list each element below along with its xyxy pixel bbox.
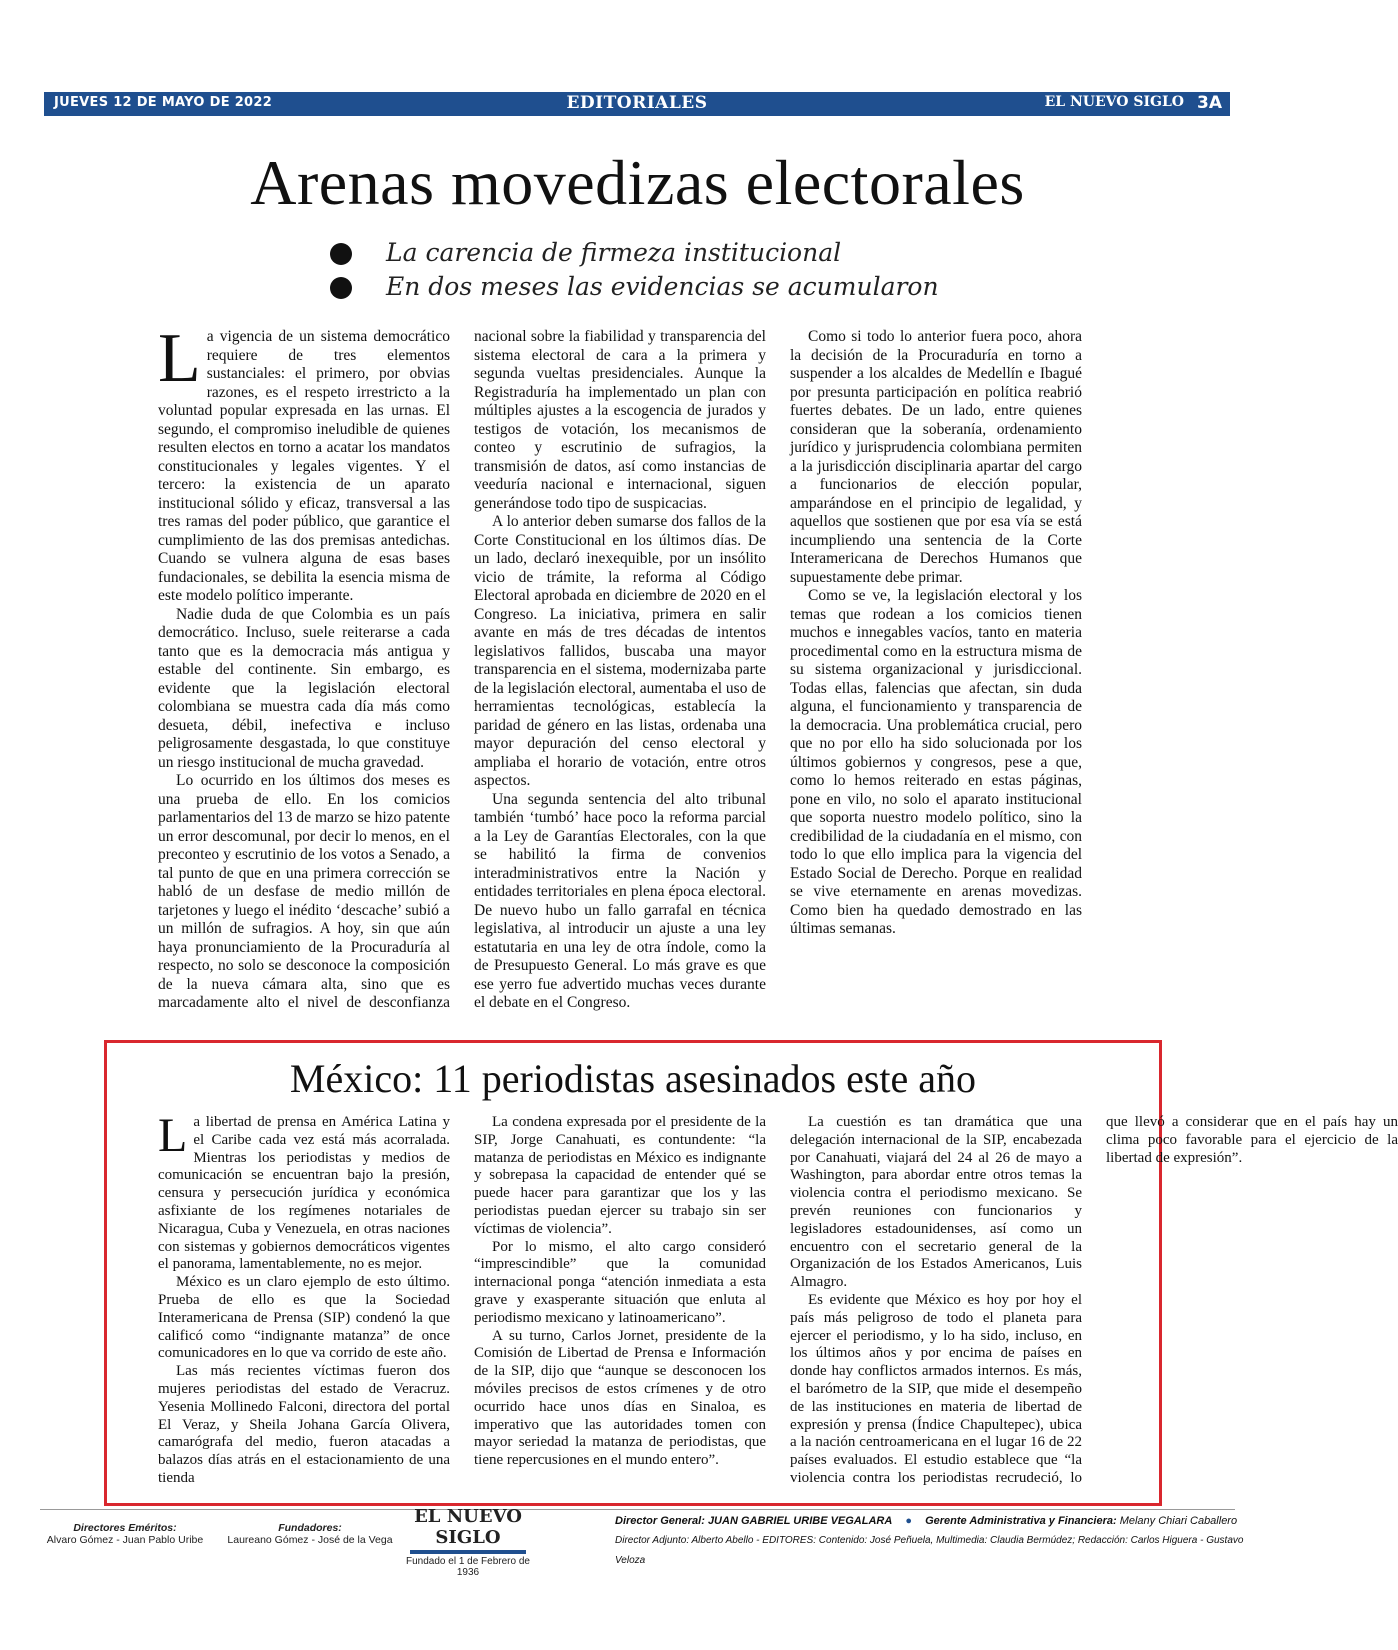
logo-text: EL NUEVO SIGLO <box>414 1506 522 1548</box>
directores-label: Directores Eméritos: <box>73 1522 177 1534</box>
section-name: EDITORIALES <box>566 93 708 113</box>
bullet-icon <box>330 277 352 299</box>
editorial-paragraph: Lo ocurrido en los últimos dos meses es una prueba de ello. En los comicios parlamentarios del 13 de marzo se hizo patente un error descomunal, por decir lo menos, en el preconteo y escrutinio de los votos a Senado, a tal punto de que en una primera corrección se habló de un desfase de medio millón de tarjetones y luego el inédito ‘descache’ subió a un millón de sufragios. A hoy, sin que aún haya pronunciamiento de la Procuraduría al respecto, no solo se desconoce la composición de la nueva cámara alta, sino que es marcadamente alto el nivel de desconfianza nacional sobre la fiabilidad y transparencia del sistema electoral de cara a la primera y segunda vueltas presidenciales. Aunque la Registraduría ha implementado un plan con múltiples ajustes a la escogencia de jurados y testigos de votación, los mecanismos de conteo y escrutinio de sufragios, la transmisión de datos, así como instancias de veeduría nacional e internacional, siguen generándose todo tipo de suspicacias. <box>158 328 766 1011</box>
boxed-paragraph: La cuestión es tan dramática que una delegación internacional de la SIP, encabezada por Canahuati, viajará del 24 al 26 de mayo a Washington, para abordar entre otros temas la violencia contra el periodismo mexicano. Se prevén reuniones con funcionarios y legisladores estadounidenses, así como un encuentro con el secretario general de la Organización de los Estados Americanos, Luis Almagro. <box>790 1114 1082 1291</box>
editorial-headline: Arenas movedizas electorales <box>250 147 1025 218</box>
bullet-item <box>330 236 939 270</box>
boxed-article-title: México: 11 periodistas asesinados este año <box>289 1056 977 1101</box>
editorial-body <box>158 320 1082 1028</box>
staff-credits <box>615 1511 1275 1571</box>
editorial-paragraph: La vigencia de un sistema democrático requiere de tres elementos sustanciales: el primero, por obvias razones, es el respeto irrestricto a la voluntad popular expresada en las urnas. El segundo, el compromiso ineludible de quienes resulten electos en torno a acatar los mandatos constitucionales y legales vigentes. Y el tercero: la existencia de un aparato institucional sólido y eficaz, transversal a las tres ramas del poder público, que garantice el cumplimiento de las dos premisas antedichas. Cuando se vulnera alguna de esas bases fundacionales, se debilita la esencia misma de este modelo político imperante. <box>158 320 450 604</box>
bullet-text: En dos meses las evidencias se acumularon <box>386 272 939 301</box>
dropcap: L <box>158 320 201 397</box>
gerente-label: Gerente Administrativa y Financiera: <box>925 1515 1117 1527</box>
director-general-label: Director General: <box>615 1515 705 1527</box>
fundadores-label: Fundadores: <box>278 1522 342 1534</box>
fundadores-names: Laureano Gómez - José de la Vega <box>227 1534 393 1546</box>
bullet-icon <box>330 243 352 265</box>
boxed-paragraph: México es un claro ejemplo de esto último. Prueba de ello es que la Sociedad Interamericana de Prensa (SIP) condenó la que calificó como “indignante matanza” de once comunicadores en lo que va corrido de este año. <box>158 1274 450 1362</box>
newspaper-logo <box>404 1506 532 1578</box>
boxed-article-body <box>158 1109 1398 1492</box>
boxed-paragraph: A su turno, Carlos Jornet, presidente de la Comisión de Libertad de Prensa e Información de la SIP, dijo que “aunque se desconocen los móviles precisos de estos crímenes y de otro ocurrido hace unos días en Sinaloa, es imperativo que las autoridades tomen con mayor seriedad la matanza de periodistas, que tiene repercusiones en el mundo entero”. <box>474 1327 766 1469</box>
header-bar <box>44 92 1230 116</box>
directores-names: Alvaro Gómez - Juan Pablo Uribe <box>46 1534 204 1546</box>
editorial-paragraph: Como se ve, la legislación electoral y los temas que rodean a los comicios tienen muchos e innegables vacíos, tanto en materia procedimental como en la estructura misma de su sistema organizacional y jurisdiccional. Todas ellas, falencias que afectan, sin duda alguna, el funcionamiento y transparencia de la democracia. Una problemática crucial, pero que no por ello ha sido solucionada por los últimos gobiernos y congresos, pese a que, como lo hemos reiterado en estas páginas, pone en vilo, no solo el aparato institucional que soporta nuestro modelo político, sino la credibilidad de la ciudadanía en el mismo, con todo lo que ello implica para la vigencia del Estado Social de Derecho. Porque en realidad se vive eternamente en arenas movedizas. Como bien ha quedado demostrado en las últimas semanas. <box>790 587 1082 937</box>
editorial-paragraph: Una segunda sentencia del alto tribunal también ‘tumbó’ hace poco la reforma parcial a la Ley de Garantías Electorales, con la que se habilitó la firma de convenios interadministrativos entre la Nación y entidades territoriales en plena época electoral. De nuevo hubo un fallo garrafal en técnica legislativa, al introducir un ajuste a una ley estatutaria en una ley de otra índole, como la de Presupuesto General. Lo más grave es que ese yerro fue advertido muchas veces durante el debate en el Congreso. <box>474 790 766 1011</box>
boxed-paragraph: Las más recientes víctimas fueron dos mujeres periodistas del estado de Veracruz. Yesenia Mollinedo Falconi, directora del portal El Veraz, y Sheila Johana García Olivera, camarógrafa del medio, fueron atacadas a balazos días atrás en el estacionamiento de una tienda <box>158 1363 450 1486</box>
boxed-paragraph: La libertad de prensa en América Latina y el Caribe cada vez está más acorralada. Mientras los periodistas y medios de comunicación se encuentran bajo la presión, censura y persecución jurídica y económica asfixiante de los regímenes notariales de Nicaragua, Cuba y Venezuela, en otras naciones con sistemas y gobiernos democráticos vigentes el panorama, lamentablemente, no es mejor. <box>158 1109 450 1273</box>
logo-bar <box>410 1550 526 1554</box>
fundadores-block <box>215 1522 405 1546</box>
directores-block <box>40 1522 210 1546</box>
issue-date: JUEVES 12 DE MAYO DE 2022 <box>54 95 273 110</box>
editorial-bullets <box>330 236 939 304</box>
editorial-paragraph: Nadie duda de que Colombia es un país democrático. Incluso, suele reiterarse a cada tanto que es la democracia más antigua y estable del continente. Sin embargo, es evidente que la legislación electoral colombiana se muestra cada día más como desueta, débil, inefectiva e incluso peligrosamente desgastada, lo que constituye un riesgo institucional de mucha gravedad. <box>158 605 450 771</box>
boxed-paragraph: Por lo mismo, el alto cargo consideró “imprescindible” que la comunidad internacional ponga “atención inmediata a esta grave y exasperante situación que enluta al periodismo mexicano y latinoamericano”. <box>474 1238 766 1326</box>
staff-line-2: Director Adjunto: Alberto Abello - EDITORES: Contenido: José Peñuela, Multimedia: Claudia Bermúdez; Redacción: Carlos Higuera - Gustavo Veloza <box>615 1535 1244 1566</box>
staff-line-1 <box>615 1511 1275 1531</box>
brand-name: EL NUEVO SIGLO <box>1044 94 1184 110</box>
boxed-paragraph: La condena expresada por el presidente de la SIP, Jorge Canahuati, es contundente: “la matanza de periodistas en México es indignante y sobrepasa la capacidad de entender qué se puede hacer para garantizar que los y las periodistas puedan ejercer su trabajo sin ser víctimas de violencia”. <box>474 1114 766 1237</box>
gerente-name: Melany Chiari Caballero <box>1119 1515 1238 1527</box>
bullet-item <box>330 270 939 304</box>
editorial-paragraph: A lo anterior deben sumarse dos fallos de la Corte Constitucional en los últimos días. De un lado, declaró inexequible, por un insólito vicio de trámite, la reforma al Código Electoral aprobada en diciembre de 2020 en el Congreso. La iniciativa, primera en salir avante en más de tres décadas de intentos legislativos fallidos, buscaba una mayor transparencia en el sistema, modernizaba parte de la legislación electoral, aumentaba el uso de herramientas tecnológicas, establecía la paridad de género en las listas, ordenaba una mayor depuración del censo electoral y ampliaba el horario de votación, entre otros aspectos. <box>474 513 766 789</box>
bullet-text: La carencia de firmeza institucional <box>386 238 842 267</box>
separator-dot-icon: ● <box>905 1515 913 1527</box>
dropcap: L <box>158 1109 188 1162</box>
page-number: 3A <box>1197 93 1222 113</box>
founded-date: Fundado el 1 de Febrero de 1936 <box>406 1556 530 1578</box>
editorial-paragraph: Como si todo lo anterior fuera poco, ahora la decisión de la Procuraduría en torno a suspender a los alcaldes de Medellín e Ibagué por presunta participación en política reabrió fuertes debates. De un lado, entre quienes consideran que la soberanía, ordenamiento jurídico y jurisprudencia colombiana permiten a la jurisdicción disciplinaria apartar del cargo a funcionarios de elección popular, amparándose en el principio de legalidad, y aquellos que sostienen que por esa vía se está incumpliendo una sentencia de la Corte Interamericana de Derechos Humanos que supuestamente debe primar. <box>790 328 1082 586</box>
director-general-name: JUAN GABRIEL URIBE VEGALARA <box>707 1515 893 1527</box>
boxed-paragraph: Es evidente que México es hoy por hoy el país más peligroso de todo el planeta para ejercer el periodismo, y lo ha sido, incluso, en los últimos años y por encima de países en donde hay conflictos armados internos. Es más, el barómetro de la SIP, que mide el desempeño de las instituciones en materia de libertad de expresión y prensa (Índice Chapultepec), ubica a la nación centroamericana en el lugar 16 de 22 países evaluados. El estudio establece que “la violencia contra los periodistas recrudeció, lo que llevó a considerar que en el país hay un clima poco favorable para el ejercicio de la libertad de expresión”. <box>790 1114 1398 1486</box>
